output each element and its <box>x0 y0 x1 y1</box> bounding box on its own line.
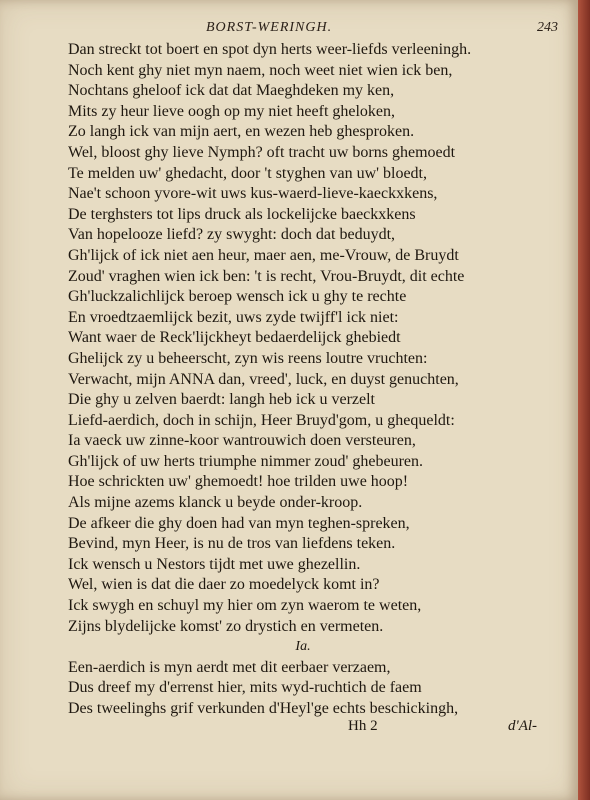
verse-line: Verwacht, mijn ANNA dan, vreed', luck, en duyst genuchten, <box>68 370 459 388</box>
verse-line: Ick swygh en schuyl my hier om zyn waerom te weten, <box>68 597 422 615</box>
verse-line: Te melden uw' ghedacht, door 't styghen van uw' bloedt, <box>68 164 427 182</box>
page-footer <box>0 718 578 742</box>
verse-line: Zo langh ick van mijn aert, en wezen heb ghesproken. <box>68 123 415 141</box>
page-header <box>0 20 578 42</box>
verse-line: Wel, bloost ghy lieve Nymph? oft tracht uw borns ghemoedt <box>68 143 456 161</box>
verse-line: Ick wensch u Nestors tijdt met uwe ghezellin. <box>68 555 361 573</box>
verse-line: Dus dreef my d'errenst hier, mits wyd-ruchtich de faem <box>68 679 422 697</box>
verse-line: En vroedtzaemlijck bezit, uws zyde twijff'l ick niet: <box>68 308 399 326</box>
speaker-label: Ia. <box>295 639 311 655</box>
verse-line: Ghelijck zy u beheerscht, zyn wis reens loutre vruchten: <box>68 349 428 367</box>
signature-mark: Hh 2 <box>348 718 378 734</box>
catchword: d'Al- <box>508 718 538 734</box>
verse-line: Nae't schoon yvore-wit uws kus-waerd-lieve-kaeckxkens, <box>68 185 438 203</box>
verse-line: Bevind, myn Heer, is nu de tros van liefdens teken. <box>68 535 396 553</box>
verse-line: Des tweelinghs grif verkunden d'Heyl'ge echts beschickingh, <box>68 700 459 717</box>
verse-line: Van hopelooze liefd? zy swyght: doch dat beduydt, <box>68 226 396 244</box>
verse-line: De terghsters tot lips druck als lockelijcke baeckxkens <box>68 205 416 223</box>
verse-line: Zijns blydelijcke komst' zo drystich en vermeten. <box>68 617 384 635</box>
verse-line: Als mijne azems klanck u beyde onder-kroop. <box>68 494 363 512</box>
verse-line: Zoud' vraghen wien ick ben: 't is recht, Vrou-Bruydt, dit echte <box>68 267 465 285</box>
poem-body <box>68 40 568 720</box>
verse-line: Want waer de Reck'lijckheyt bedaerdelijck ghebiedt <box>68 329 401 347</box>
verse-line: Gh'lijck of ick niet aen heur, maer aen, me-Vrouw, de Bruydt <box>68 246 459 264</box>
verse-line: Een-aerdich is myn aerdt met dit eerbaer verzaem, <box>68 658 391 676</box>
verse-line: Liefd-aerdich, doch in schijn, Heer Bruyd'gom, u ghequeldt: <box>68 411 455 429</box>
verse-line: Die ghy u zelven baerdt: langh heb ick u verzelt <box>68 391 375 409</box>
page-number: 243 <box>537 20 558 35</box>
verse-line: Gh'luckzalichlijck beroep wensch ick u ghy te rechte <box>68 288 407 306</box>
verse-line: De afkeer die ghy doen had van myn teghen-spreken, <box>68 514 410 532</box>
verse-line: Gh'lijck of uw herts triumphe nimmer zoud' ghebeuren. <box>68 452 424 470</box>
verse-line: Dan streckt tot boert en spot dyn herts weer-liefds verleeningh. <box>68 41 472 58</box>
verse-line: Ia vaeck uw zinne-koor wantrouwich doen versteuren, <box>68 432 416 450</box>
verse-line: Noch kent ghy niet myn naem, noch weet niet wien ick ben, <box>68 61 453 79</box>
book-edge <box>578 0 590 800</box>
running-head: BORST-WERINGH. <box>206 20 333 35</box>
verse-line: Mits zy heur lieve oogh op my niet heeft gheloken, <box>68 102 396 120</box>
verse-line: Hoe schrickten uw' ghemoedt! hoe trilden uwe hoop! <box>68 473 409 491</box>
verse-line: Wel, wien is dat die daer zo moedelyck komt in? <box>68 576 380 594</box>
verse-line: Nochtans gheloof ick dat dat Maeghdeken my ken, <box>68 82 395 100</box>
